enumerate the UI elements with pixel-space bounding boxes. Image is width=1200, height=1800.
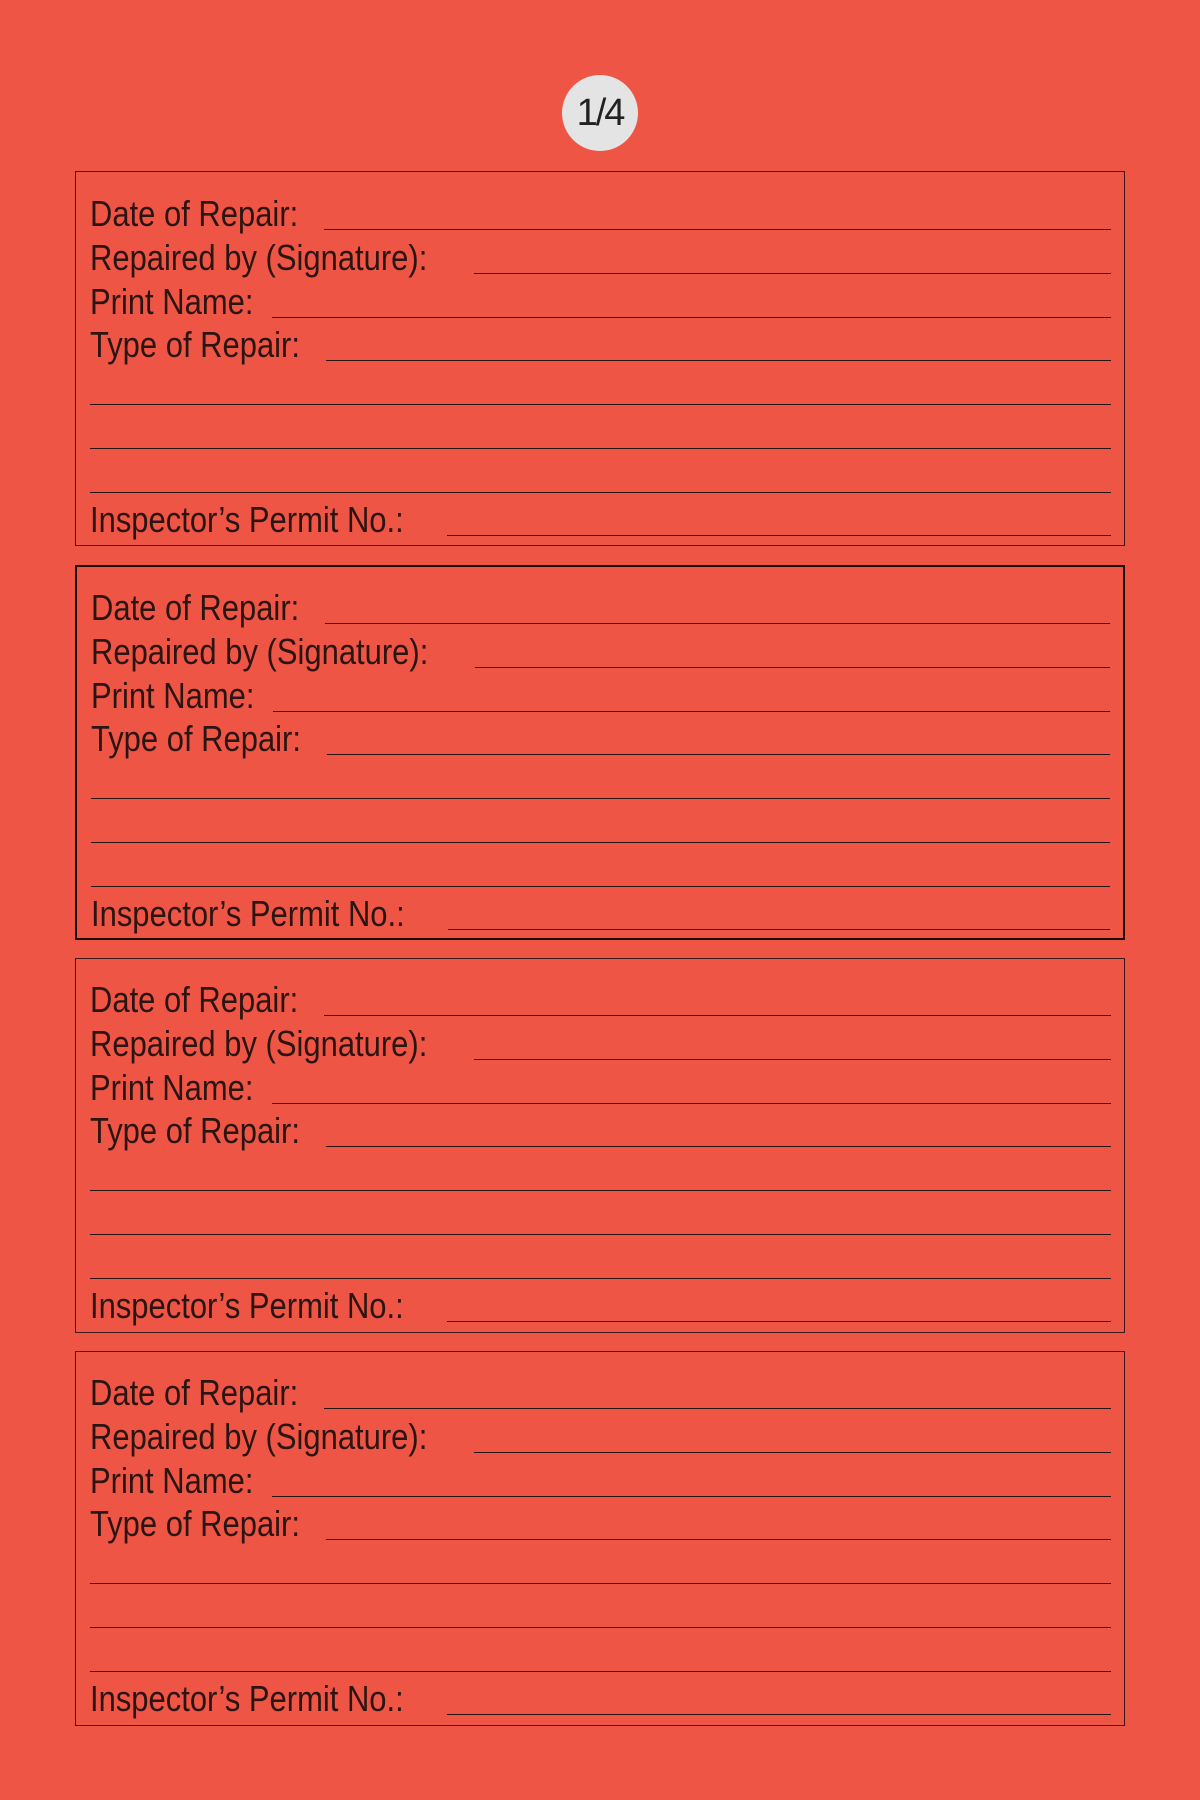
- type-of-repair-label: Type of Repair:: [90, 1110, 300, 1151]
- blank-line-1: [91, 757, 1110, 801]
- print-name-line: [272, 317, 1111, 318]
- permit-label: Inspector’s Permit No.:: [90, 1285, 404, 1326]
- permit-label: Inspector’s Permit No.:: [90, 499, 404, 540]
- date-of-repair-row: [91, 582, 1110, 626]
- blank-line-1: [90, 1149, 1111, 1193]
- permit-row: [90, 494, 1111, 538]
- blank-line-1: [90, 1542, 1111, 1586]
- type-of-repair-line: [326, 1146, 1111, 1147]
- date-of-repair-row: [90, 974, 1111, 1018]
- repaired-by-line: [474, 273, 1111, 274]
- date-of-repair-line: [324, 1015, 1111, 1016]
- repaired-by-line: [475, 667, 1110, 668]
- type-of-repair-row: [90, 1105, 1111, 1149]
- date-of-repair-label: Date of Repair:: [90, 1372, 299, 1413]
- type-of-repair-label: Type of Repair:: [90, 1503, 300, 1544]
- print-name-row: [91, 670, 1110, 714]
- date-of-repair-label: Date of Repair:: [91, 587, 300, 628]
- print-name-line: [272, 1496, 1111, 1497]
- repair-record-panel-1: [75, 171, 1125, 546]
- blank-line-3: [90, 1237, 1111, 1281]
- blank-line-2: [90, 1193, 1111, 1237]
- type-of-repair-row: [90, 319, 1111, 363]
- permit-row: [90, 1673, 1111, 1717]
- date-of-repair-line: [324, 229, 1111, 230]
- blank-line: [90, 1190, 1111, 1191]
- blank-line: [90, 448, 1111, 449]
- repair-record-panel-4: [75, 1351, 1125, 1726]
- print-name-label: Print Name:: [90, 1067, 254, 1108]
- permit-label: Inspector’s Permit No.:: [90, 1678, 404, 1719]
- blank-line-2: [91, 801, 1110, 845]
- repair-record-panel-2: [75, 565, 1125, 940]
- permit-row: [90, 1280, 1111, 1324]
- date-of-repair-row: [90, 188, 1111, 232]
- date-of-repair-label: Date of Repair:: [90, 979, 299, 1020]
- repaired-by-row: [91, 626, 1110, 670]
- print-name-line: [273, 711, 1110, 712]
- blank-line: [91, 798, 1110, 799]
- repaired-by-row: [90, 1411, 1111, 1455]
- print-name-row: [90, 276, 1111, 320]
- type-of-repair-line: [326, 360, 1111, 361]
- repaired-by-label: Repaired by (Signature):: [91, 631, 429, 672]
- blank-line: [90, 492, 1111, 493]
- repaired-by-line: [474, 1059, 1111, 1060]
- blank-line-3: [90, 451, 1111, 495]
- repaired-by-row: [90, 1018, 1111, 1062]
- permit-label: Inspector’s Permit No.:: [91, 893, 405, 934]
- permit-line: [447, 535, 1111, 536]
- permit-line: [447, 1714, 1111, 1715]
- blank-line: [90, 1671, 1111, 1672]
- repaired-by-label: Repaired by (Signature):: [90, 237, 428, 278]
- date-of-repair-label: Date of Repair:: [90, 193, 299, 234]
- blank-line-1: [90, 363, 1111, 407]
- blank-line: [90, 404, 1111, 405]
- type-of-repair-line: [326, 1539, 1111, 1540]
- type-of-repair-row: [91, 713, 1110, 757]
- blank-line: [90, 1278, 1111, 1279]
- blank-line: [91, 842, 1110, 843]
- date-of-repair-row: [90, 1367, 1111, 1411]
- blank-line-3: [91, 845, 1110, 889]
- blank-line: [91, 886, 1110, 887]
- blank-line-2: [90, 407, 1111, 451]
- page-indicator-text: 1/4: [576, 91, 624, 134]
- blank-line-3: [90, 1630, 1111, 1674]
- type-of-repair-row: [90, 1498, 1111, 1542]
- permit-line: [447, 1321, 1111, 1322]
- repaired-by-line: [474, 1452, 1111, 1453]
- permit-line: [448, 929, 1110, 930]
- print-name-row: [90, 1455, 1111, 1499]
- print-name-label: Print Name:: [91, 675, 255, 716]
- repaired-by-label: Repaired by (Signature):: [90, 1416, 428, 1457]
- print-name-row: [90, 1062, 1111, 1106]
- page-indicator-badge: [562, 75, 638, 151]
- blank-line: [90, 1583, 1111, 1584]
- repaired-by-label: Repaired by (Signature):: [90, 1023, 428, 1064]
- repair-record-panel-3: [75, 958, 1125, 1333]
- date-of-repair-line: [325, 623, 1110, 624]
- blank-line: [90, 1627, 1111, 1628]
- type-of-repair-label: Type of Repair:: [90, 324, 300, 365]
- date-of-repair-line: [324, 1408, 1111, 1409]
- repaired-by-row: [90, 232, 1111, 276]
- print-name-line: [272, 1103, 1111, 1104]
- blank-line-2: [90, 1586, 1111, 1630]
- type-of-repair-label: Type of Repair:: [91, 718, 301, 759]
- type-of-repair-line: [327, 754, 1110, 755]
- print-name-label: Print Name:: [90, 281, 254, 322]
- print-name-label: Print Name:: [90, 1460, 254, 1501]
- blank-line: [90, 1234, 1111, 1235]
- permit-row: [91, 888, 1110, 932]
